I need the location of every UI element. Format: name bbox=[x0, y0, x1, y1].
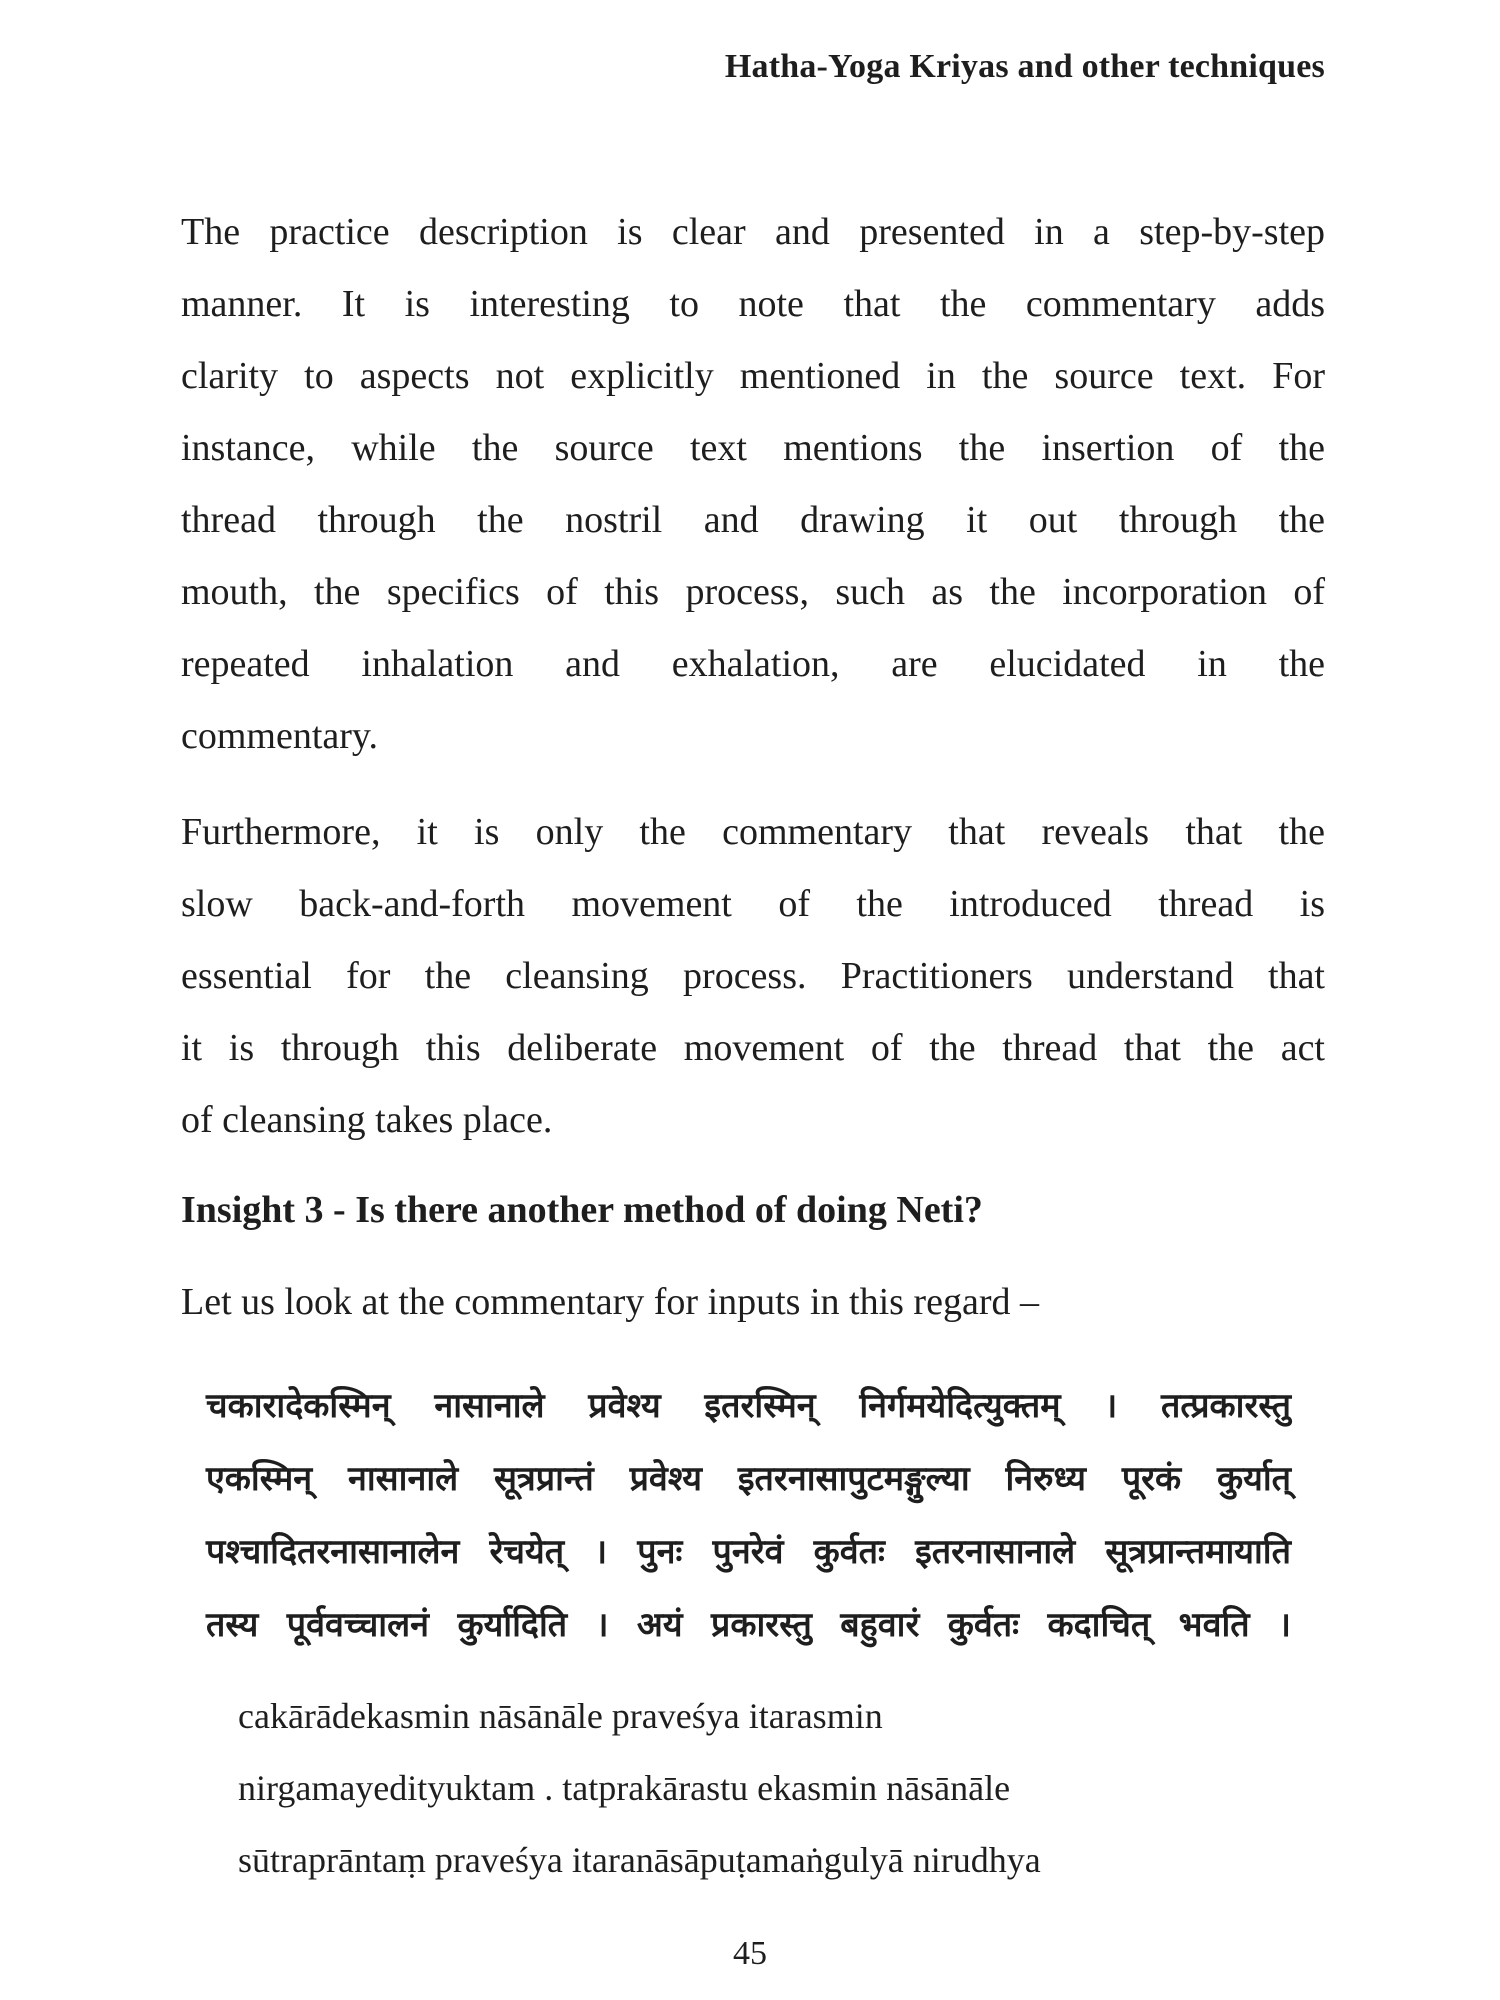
text-line: it is through this deliberate movement of the thread that the act bbox=[181, 1027, 1325, 1069]
sanskrit-line: एकस्मिन् नासानाले सूत्रप्रान्तं प्रवेश्य इतरनासापुटमङ्गुल्या निरुध्य पूरकं कुर्यात् bbox=[206, 1459, 1291, 1499]
paragraph-commentary-clarity bbox=[181, 196, 1325, 772]
sanskrit-line: पश्चादितरनासानालेन रेचयेत् । पुनः पुनरेवं कुर्वतः इतरनासानाले सूत्रप्रान्तमायाति bbox=[206, 1532, 1291, 1572]
text-line: instance, while the source text mentions the insertion of the bbox=[181, 427, 1325, 469]
text-line: Furthermore, it is only the commentary that reveals that the bbox=[181, 811, 1325, 853]
text-line: repeated inhalation and exhalation, are elucidated in the bbox=[181, 643, 1325, 685]
text-line: manner. It is interesting to note that the commentary adds bbox=[181, 283, 1325, 325]
text-line: mouth, the specifics of this process, such as the incorporation of bbox=[181, 571, 1325, 613]
sanskrit-line: चकारादेकस्मिन् नासानाले प्रवेश्य इतरस्मिन् निर्गमयेदित्युक्तम् । तत्प्रकारस्तु bbox=[206, 1386, 1291, 1426]
transliteration-line: nirgamayedityuktam . tatprakārastu ekasmin nāsānāle bbox=[238, 1768, 1011, 1808]
text-line: thread through the nostril and drawing it out through the bbox=[181, 499, 1325, 541]
page-number: 45 bbox=[733, 1935, 767, 1972]
section-heading: Insight 3 - Is there another method of doing Neti? bbox=[181, 1189, 983, 1231]
transliteration bbox=[238, 1680, 1238, 1896]
sanskrit-line: तस्य पूर्ववच्चालनं कुर्यादिति । अयं प्रकारस्तु बहुवारं कुर्वतः कदाचित् भवति । bbox=[206, 1605, 1291, 1645]
text-line: The practice description is clear and presented in a step-by-step bbox=[181, 211, 1325, 253]
text-line: commentary. bbox=[181, 715, 378, 757]
text-line: slow back-and-forth movement of the introduced thread is bbox=[181, 883, 1325, 925]
transliteration-line: cakārādekasmin nāsānāle praveśya itarasmin bbox=[238, 1696, 883, 1736]
text-line: of cleansing takes place. bbox=[181, 1099, 553, 1141]
sanskrit-verse bbox=[206, 1370, 1291, 1662]
transliteration-line: sūtraprāntaṃ praveśya itaranāsāpuṭamaṅgulyā nirudhya bbox=[238, 1840, 1041, 1880]
intro-sentence: Let us look at the commentary for inputs in this regard – bbox=[181, 1281, 1039, 1323]
text-line: essential for the cleansing process. Practitioners understand that bbox=[181, 955, 1325, 997]
running-head: Hatha-Yoga Kriyas and other techniques bbox=[724, 48, 1325, 85]
paragraph-thread-movement bbox=[181, 796, 1325, 1156]
text-line: clarity to aspects not explicitly mentioned in the source text. For bbox=[181, 355, 1325, 397]
